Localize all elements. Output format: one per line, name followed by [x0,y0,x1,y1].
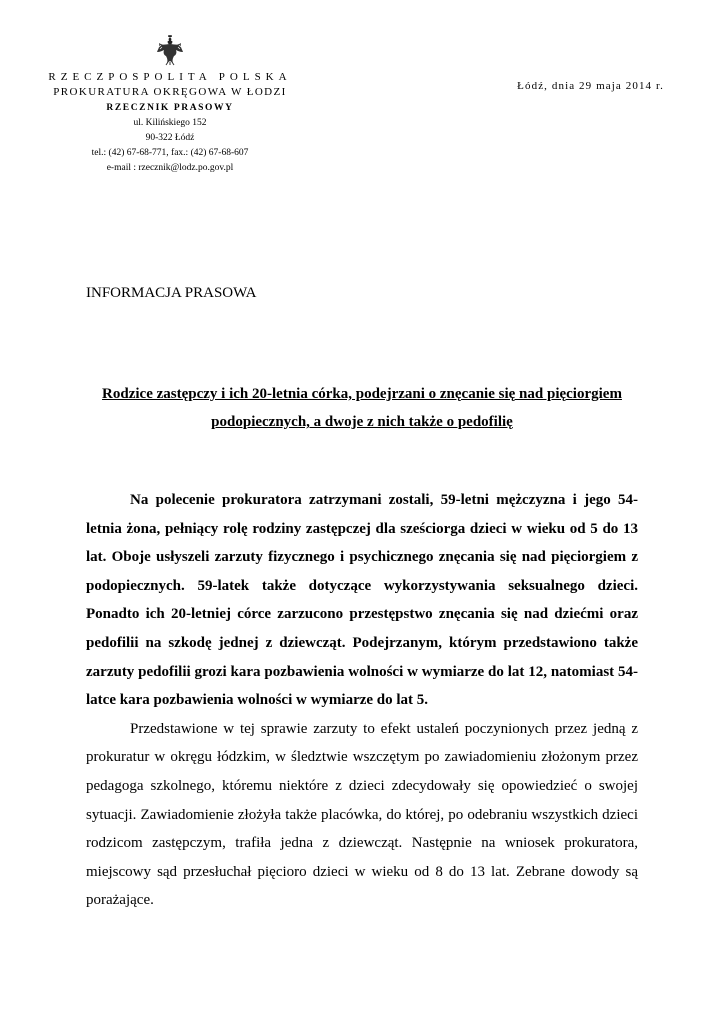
letterhead-street: ul. Kilińskiego 152 [133,118,207,128]
letterhead-office: PROKURATURA OKRĘGOWA W ŁODZI [53,86,287,98]
paragraph: Przedstawione w tej sprawie zarzuty to efekt ustaleń poczynionych przez jedną z prokuratur w okręgu łódzkim, w śledztwie wszczętym po zawiadomieniu złożonym przez pedagoga szkolnego, któremu niektóre z dzieci zdecydowały się opowiedzieć o swojej sytuacji. Zawiadomienie złożyła także placówka, do której, po odebraniu wszystkich dzieci rodzicom zastępczym, trafiła jedna z dziewcząt. Następnie na wniosek prokuratora, miejscowy sąd przesłuchał pięcioro dzieci w wieku od 8 do 13 lat. Zebrane dowody są porażające. [86,720,638,909]
letterhead-email: e-mail : rzecznik@lodz.po.gov.pl [106,163,234,173]
document-date: Łódź, dnia 29 maja 2014 r. [517,80,664,92]
headline: Rodzice zastępczy i ich 20-letnia córka, podejrzani o znęcanie się nad pięciorgiem podopiecznych, a dwoje z nich także o pedofilię [102,386,622,430]
letterhead-role: RZECZNIK PRASOWY [106,103,234,113]
body-text [86,486,638,915]
letterhead-phone: tel.: (42) 67-68-771, fax.: (42) 67-68-607 [91,148,249,158]
letterhead-city: 90-322 Łódź [145,133,195,143]
paragraph-lead: Na polecenie prokuratora zatrzymani zostali, 59-letni mężczyzna i jego 54-letnia żona, pełniący rolę rodziny zastępczej dla sześciorga dzieci w wieku od 5 do 13 lat. Oboje usłyszeli zarzuty fizycznego i psychicznego znęcania się nad pięciorgiem z podopiecznych. 59-latek także dotyczące wykorzystywania seksualnego dzieci. Ponadto ich 20-letniej córce zarzucono przestępstwo znęcania się nad dziećmi oraz pedofilii na szkodę jednej z dziewcząt. Podejrzanym, którym przedstawiono także zarzuty pedofilii grozi kara pozbawienia wolności w wymiarze do lat 12, natomiast 54-latce kara pozbawienia wolności w wymiarze do lat 5. [86,492,638,709]
letterhead-country: RZECZPOSPOLITA POLSKA [48,71,292,83]
polish-eagle-emblem-icon [155,34,185,66]
section-title: INFORMACJA PRASOWA [86,285,257,301]
letterhead [40,34,300,176]
